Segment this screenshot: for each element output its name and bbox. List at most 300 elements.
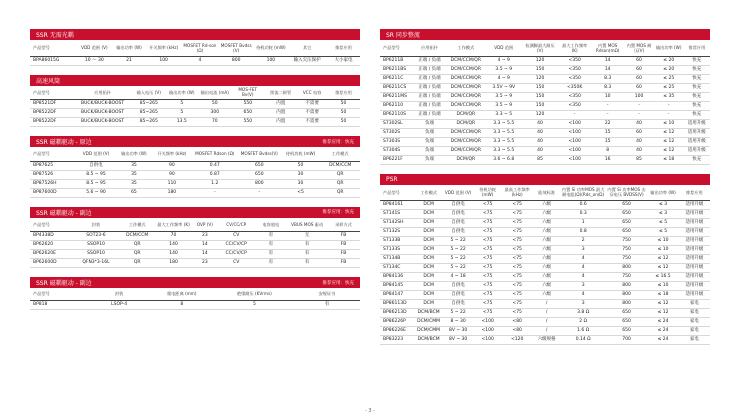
table-cell: 5 ~ 22 [443, 255, 474, 264]
table-cell: BUCK/BUCK-BOOST [73, 109, 132, 118]
table-cell: <75 [474, 300, 502, 309]
spec-table [30, 218, 360, 269]
table-cell: 大小家电 [327, 56, 360, 65]
table-cell: 750 [606, 237, 648, 246]
table-cell: - [624, 110, 654, 119]
table-cell: 4 [561, 264, 606, 273]
table-cell: 800 [606, 282, 648, 291]
table-cell: 适用升级 [684, 128, 710, 137]
column-header: 产品型号 [30, 147, 76, 161]
table-cell: 750 [606, 273, 648, 282]
table-cell: 正端 / 负端 [413, 56, 446, 65]
table-cell: <75 [474, 309, 502, 318]
product-model-cell: BP4338D [30, 232, 73, 241]
column-header: 推荐应用 [679, 185, 710, 201]
table-cell: 六级 [533, 246, 561, 255]
table-cell: 六级 [533, 255, 561, 264]
table-cell: <75 [474, 291, 502, 300]
table-cell: 8.5 ~ 95 [76, 179, 116, 188]
table-row [30, 250, 360, 259]
section-title: SR 同步整流 [386, 32, 420, 39]
table-header-row [30, 147, 360, 161]
table-cell: 8V ~ 30 [443, 336, 474, 345]
table-cell: 85 [522, 155, 558, 164]
column-header: 检测脚最大耐压 (V) [522, 40, 558, 56]
table-cell: 40 [522, 119, 558, 128]
product-model-cell: BP6221F [380, 155, 413, 164]
table-cell: 适用升级 [679, 291, 710, 300]
table-cell: 六级 [533, 210, 561, 219]
column-header: 输出功率 (W) [112, 40, 145, 56]
table-cell: ≤ 20 [654, 65, 684, 74]
table-cell: - [238, 188, 281, 197]
table-cell: 650 [606, 309, 648, 318]
table-cell: 快充 [684, 101, 710, 110]
product-model-cell: BP84161 [380, 201, 415, 210]
table-cell: 0.87 [192, 170, 238, 179]
column-header: 输出功率 (W) [116, 147, 152, 161]
table-cell: - [654, 110, 684, 119]
table-cell: 有 [287, 259, 327, 268]
table-cell: <75 [502, 228, 533, 237]
table-cell: 90 [152, 161, 192, 170]
table-cell: 3.3 ~ 5.5 [486, 128, 522, 137]
table-cell: 有 [254, 241, 287, 250]
column-header: 输入电压 (V) [132, 86, 165, 100]
table-cell: 1.6 Ω [561, 327, 606, 336]
table-cell: 16 [591, 155, 624, 164]
table-cell: ≤ 20 [654, 56, 684, 65]
table-cell: <5 [281, 188, 321, 197]
table-cell: <100 [558, 155, 591, 164]
table-cell: DCM [415, 300, 443, 309]
table-row [380, 56, 710, 65]
table-cell: 适用升级 [684, 146, 710, 155]
product-model-cell: BP62110 [380, 101, 413, 110]
product-model-cell: S7142SH [380, 219, 415, 228]
table-cell: ≤ 24 [647, 327, 678, 336]
table-cell: <75 [502, 309, 533, 318]
section-title: SSR 磁耦驱动 - 原边 [36, 139, 92, 146]
table-row [380, 219, 710, 228]
table-cell: DCM/CCM/QR [446, 65, 486, 74]
table-cell: DCM/QR [446, 110, 486, 119]
table-cell: 650 [238, 170, 281, 179]
spec-table [380, 40, 710, 165]
table-row [380, 318, 710, 327]
table-cell: 14 [192, 250, 218, 259]
column-header: 工作模式 [320, 147, 360, 161]
table-cell: DCM/CMM [415, 327, 443, 336]
table-cell: <75 [474, 246, 502, 255]
column-header: 产品型号 [380, 185, 415, 201]
table-row [380, 83, 710, 92]
section-ssr-secondary [30, 207, 360, 269]
product-model-cell: BP6211MS [380, 92, 413, 101]
table-row [380, 65, 710, 74]
table-row [380, 291, 710, 300]
table-cell: - [654, 101, 684, 110]
table-cell: 85 [624, 155, 654, 164]
table-cell: <350 [558, 65, 591, 74]
table-cell: 六级规格 [533, 336, 561, 345]
product-model-cell: S7133S [380, 246, 415, 255]
product-model-cell: S7134B [380, 255, 415, 264]
table-cell: 800 [238, 179, 281, 188]
table-cell: ≤ 35 [654, 92, 684, 101]
table-cell: 3.5V ~ 9V [486, 83, 522, 92]
table-cell: 快充 [684, 83, 710, 92]
table-cell: ≤ 3 [647, 201, 678, 210]
table-cell: <75 [474, 273, 502, 282]
table-cell: 1 [561, 219, 606, 228]
table-header-row [30, 288, 360, 300]
table-cell: 650 [606, 210, 648, 219]
spec-table [30, 147, 360, 198]
column-header: 安规证书 [294, 288, 360, 300]
table-cell: 3.5 ~ 9 [486, 92, 522, 101]
table-row [380, 228, 710, 237]
table-cell: 13.5 [165, 118, 198, 127]
product-model-cell: S7141S [380, 210, 415, 219]
table-cell: 5 ~ 22 [443, 264, 474, 273]
table-cell: <350 [558, 56, 591, 65]
column-header: VDD 范围 [486, 40, 522, 56]
column-header: 最大工作频率 (K) [155, 218, 191, 232]
table-cell: DCM/CCM/QR [446, 101, 486, 110]
table-cell: 650 [606, 228, 648, 237]
table-cell: 650 [606, 219, 648, 228]
column-header: VDD 范围 (V) [443, 185, 474, 201]
table-header-row [380, 40, 710, 56]
section-psr [380, 174, 710, 346]
table-cell: DCM [415, 201, 443, 210]
column-header: VBUS MOS 驱动 [287, 218, 327, 232]
table-cell: 700 [606, 336, 648, 345]
table-cell: 50 [327, 109, 360, 118]
product-model-cell: BP6211CS [380, 83, 413, 92]
table-cell: 5 ~ 22 [443, 309, 474, 318]
table-row [380, 210, 710, 219]
table-cell: 家电 [679, 336, 710, 345]
table-cell: 快充 [684, 110, 710, 119]
section-sr [380, 29, 710, 165]
table-cell: 3.6 ~ 6.8 [486, 155, 522, 164]
table-cell: ≤ 12 [654, 137, 684, 146]
table-cell: FB [327, 259, 360, 268]
table-row [380, 237, 710, 246]
table-cell: - [192, 188, 238, 197]
table-cell: 120 [522, 110, 558, 119]
table-cell: SSOP10 [73, 250, 119, 259]
column-header: 应用拓扑 [413, 40, 446, 56]
table-cell: 14 [591, 56, 624, 65]
table-cell: 不需要 [297, 118, 327, 127]
column-header: 最高工作频率 (kHz) [502, 185, 533, 201]
section-note: 推荐应用：快充 [322, 139, 354, 145]
table-cell: / [533, 300, 561, 309]
table-cell: <75 [502, 264, 533, 273]
table-cell: <75 [474, 201, 502, 210]
table-cell: 有 [254, 250, 287, 259]
table-row [30, 161, 360, 170]
table-cell: DCM [415, 210, 443, 219]
table-cell: 六级 [533, 237, 561, 246]
column-header: 待机功耗 (mW) [474, 185, 502, 201]
table-cell: 0.6 [561, 201, 606, 210]
table-cell: 4 [561, 255, 606, 264]
left-column [30, 0, 360, 310]
table-cell: 适用升级 [679, 255, 710, 264]
column-header: 待机功耗 (mW) [254, 40, 287, 56]
table-cell: ≤ 12 [654, 146, 684, 155]
table-cell: <120 [502, 336, 533, 345]
product-model-cell: BP62600D [30, 259, 73, 268]
table-cell: <100 [558, 137, 591, 146]
table-cell: 22 [591, 119, 624, 128]
table-cell: <100 [474, 336, 502, 345]
product-model-cell: BP86226P [380, 318, 415, 327]
table-cell: DCM/CCM/QR [446, 146, 486, 155]
table-cell: ≤ 10 [654, 119, 684, 128]
table-cell: 60 [624, 83, 654, 92]
product-model-cell: BPA86015G [30, 56, 76, 65]
table-cell: ≤ 12 [647, 300, 678, 309]
table-cell: 550 [231, 118, 264, 127]
table-cell: ≤ 25 [654, 74, 684, 83]
section-title-bar [30, 277, 360, 288]
table-cell: 30 [281, 179, 321, 188]
section-ssr-primary [30, 136, 360, 198]
table-cell: ≤ 10 [647, 282, 678, 291]
table-cell: <75 [474, 264, 502, 273]
section-title-bar [30, 29, 360, 40]
table-cell: 800 [606, 300, 648, 309]
table-cell: DCM/CCM [320, 161, 360, 170]
page-number: - 3 - [365, 408, 375, 414]
table-cell: DCM/CCM/QR [446, 92, 486, 101]
table-cell: DCM/BCM [415, 309, 443, 318]
table-row [380, 300, 710, 309]
table-cell: 650 [606, 327, 648, 336]
table-cell: 15 [591, 128, 624, 137]
table-cell: ≤ 10 [647, 246, 678, 255]
table-cell: 正端 / 负端 [413, 110, 446, 119]
table-cell: 快充 [684, 65, 710, 74]
table-cell: <100 [474, 318, 502, 327]
table-cell: 自供电 [443, 210, 474, 219]
table-cell: <100 [558, 146, 591, 155]
table-cell: CC/CV/CP [218, 241, 254, 250]
table-cell: 自供电 [443, 201, 474, 210]
table-cell: 3.5 ~ 9 [486, 65, 522, 74]
table-row [380, 309, 710, 318]
column-header: 能效标准 [533, 185, 561, 201]
table-cell: <80 [502, 327, 533, 336]
section-title: SSR 无需光耦 [36, 32, 74, 39]
column-header: 工作模式 [415, 185, 443, 201]
table-cell: 10 ～ 30 [76, 56, 112, 65]
table-row [30, 300, 360, 309]
product-model-cell: BP86113D [380, 300, 415, 309]
table-cell: 180 [152, 188, 192, 197]
column-header: VDD 范围 (V) [76, 147, 116, 161]
table-cell: 4 [182, 56, 218, 65]
table-row [380, 128, 710, 137]
table-header-row [380, 185, 710, 201]
table-cell: <75 [502, 237, 533, 246]
column-header: CV/CC/CP [218, 218, 254, 232]
table-cell: 40 [624, 137, 654, 146]
table-cell: 50 [327, 118, 360, 127]
section-note: 推荐应用：快充 [322, 280, 354, 286]
table-cell: 负端 [413, 137, 446, 146]
table-cell: CV [218, 232, 254, 241]
table-cell: SSOP10 [73, 241, 119, 250]
product-model-cell: BP6211C [380, 74, 413, 83]
table-cell: <75 [502, 246, 533, 255]
table-row [380, 92, 710, 101]
table-cell: 150 [522, 83, 558, 92]
table-cell: 35 [116, 161, 152, 170]
table-cell: 0.3 [561, 210, 606, 219]
table-cell: 50 [327, 100, 360, 109]
column-header: 输出功率 (W) [654, 40, 684, 56]
table-row [380, 246, 710, 255]
table-cell: 50 [198, 100, 231, 109]
table-cell: <75 [502, 201, 533, 210]
table-cell: QR [119, 241, 155, 250]
section-ssr-driver [30, 277, 360, 310]
table-cell: DCM [415, 264, 443, 273]
column-header: 工作模式 [119, 218, 155, 232]
column-header: MOSFET Rd-son (Ω) [182, 40, 218, 56]
product-model-cell: BP6211B [380, 56, 413, 65]
table-cell: 65 [116, 188, 152, 197]
column-header: 采样方式 [327, 218, 360, 232]
section-title: PSR [386, 175, 398, 183]
table-cell: <75 [474, 219, 502, 228]
column-header: 开关频率 (kHz) [152, 147, 192, 161]
table-cell: ≤ 18 [654, 155, 684, 164]
table-cell: 负端 [413, 155, 446, 164]
table-cell: <75 [474, 282, 502, 291]
table-row [30, 241, 360, 250]
table-cell: 35 [116, 170, 152, 179]
table-cell: DCM [415, 291, 443, 300]
table-cell: 40 [624, 119, 654, 128]
table-row [380, 110, 710, 119]
table-cell: ≤ 24 [647, 318, 678, 327]
product-model-cell: BP86226E [380, 327, 415, 336]
table-cell: 六级 [533, 228, 561, 237]
column-header: 续流二极管 [264, 86, 297, 100]
table-cell: DCM [415, 219, 443, 228]
table-cell: DCM/CCM/QR [446, 137, 486, 146]
product-model-cell: S7303S [380, 137, 413, 146]
table-cell: 3.3 ~ 5.5 [486, 146, 522, 155]
table-cell: 负端 [413, 146, 446, 155]
column-header: 电容放电 [254, 218, 287, 232]
table-cell: 快充 [684, 155, 710, 164]
table-cell: 有 [254, 232, 287, 241]
table-row [380, 146, 710, 155]
table-cell: QR [119, 250, 155, 259]
column-header: 输出电流 (mA) [198, 86, 231, 100]
product-model-cell: BP62110S [380, 110, 413, 119]
table-cell: 3.3 ~ 5.5 [486, 119, 522, 128]
table-cell: 3 [561, 282, 606, 291]
table-cell: FB [327, 232, 360, 241]
table-cell: 650 [238, 161, 281, 170]
section-title-bar [30, 207, 360, 218]
table-cell: 5 ~ 22 [443, 246, 474, 255]
table-cell: - [591, 110, 624, 119]
table-row [380, 264, 710, 273]
table-cell: 120 [522, 56, 558, 65]
product-model-cell: S7134C [380, 264, 415, 273]
table-cell: ≤ 12 [647, 309, 678, 318]
table-cell: ≤ 5 [647, 219, 678, 228]
table-cell: 8 ~ 30 [443, 318, 474, 327]
column-header: 工作模式 [446, 40, 486, 56]
section-title: 高速风筒 [36, 77, 61, 85]
section-title-bar [380, 174, 710, 185]
table-cell: 8V ~ 30 [443, 327, 474, 336]
table-cell: 内置 [264, 109, 297, 118]
table-cell: - [591, 101, 624, 110]
table-cell: DCM/CMM [415, 318, 443, 327]
table-cell: / [533, 318, 561, 327]
table-cell: <75 [502, 300, 533, 309]
table-row [380, 119, 710, 128]
table-cell: CV [218, 259, 254, 268]
table-cell: 3 [561, 246, 606, 255]
table-cell: 650 [606, 318, 648, 327]
table-row [380, 137, 710, 146]
table-cell: FB [327, 250, 360, 259]
table-cell: 23 [192, 232, 218, 241]
table-cell: 负端 [413, 119, 446, 128]
column-header: 最大工作频率 (K) [558, 40, 591, 56]
product-model-cell: BP87526 [30, 170, 76, 179]
table-cell: 40 [522, 137, 558, 146]
table-row [30, 100, 360, 109]
table-cell: CC/CV/CP [218, 250, 254, 259]
table-cell: 650 [231, 109, 264, 118]
table-cell: 85~265 [132, 118, 165, 127]
table-cell: 不需要 [297, 100, 327, 109]
table-cell: / [533, 309, 561, 318]
table-row [30, 170, 360, 179]
table-cell: 15 [591, 137, 624, 146]
table-cell: 适用升级 [679, 228, 710, 237]
column-header: MOSFET Bvdss (V) [218, 40, 254, 56]
table-cell: 14 [591, 65, 624, 74]
table-cell: 适用升级 [679, 201, 710, 210]
table-cell: 800 [606, 264, 648, 273]
table-cell: 3.3 ~ 5 [486, 110, 522, 119]
table-cell: 快充 [684, 74, 710, 83]
column-header: 其它 [287, 40, 327, 56]
table-cell: 六级 [533, 219, 561, 228]
table-row [380, 74, 710, 83]
column-header: VDD 范围 (V) [76, 40, 112, 56]
table-cell: 负端 [413, 128, 446, 137]
table-row [30, 179, 360, 188]
table-cell: 85~265 [132, 100, 165, 109]
table-cell: 有 [287, 241, 327, 250]
